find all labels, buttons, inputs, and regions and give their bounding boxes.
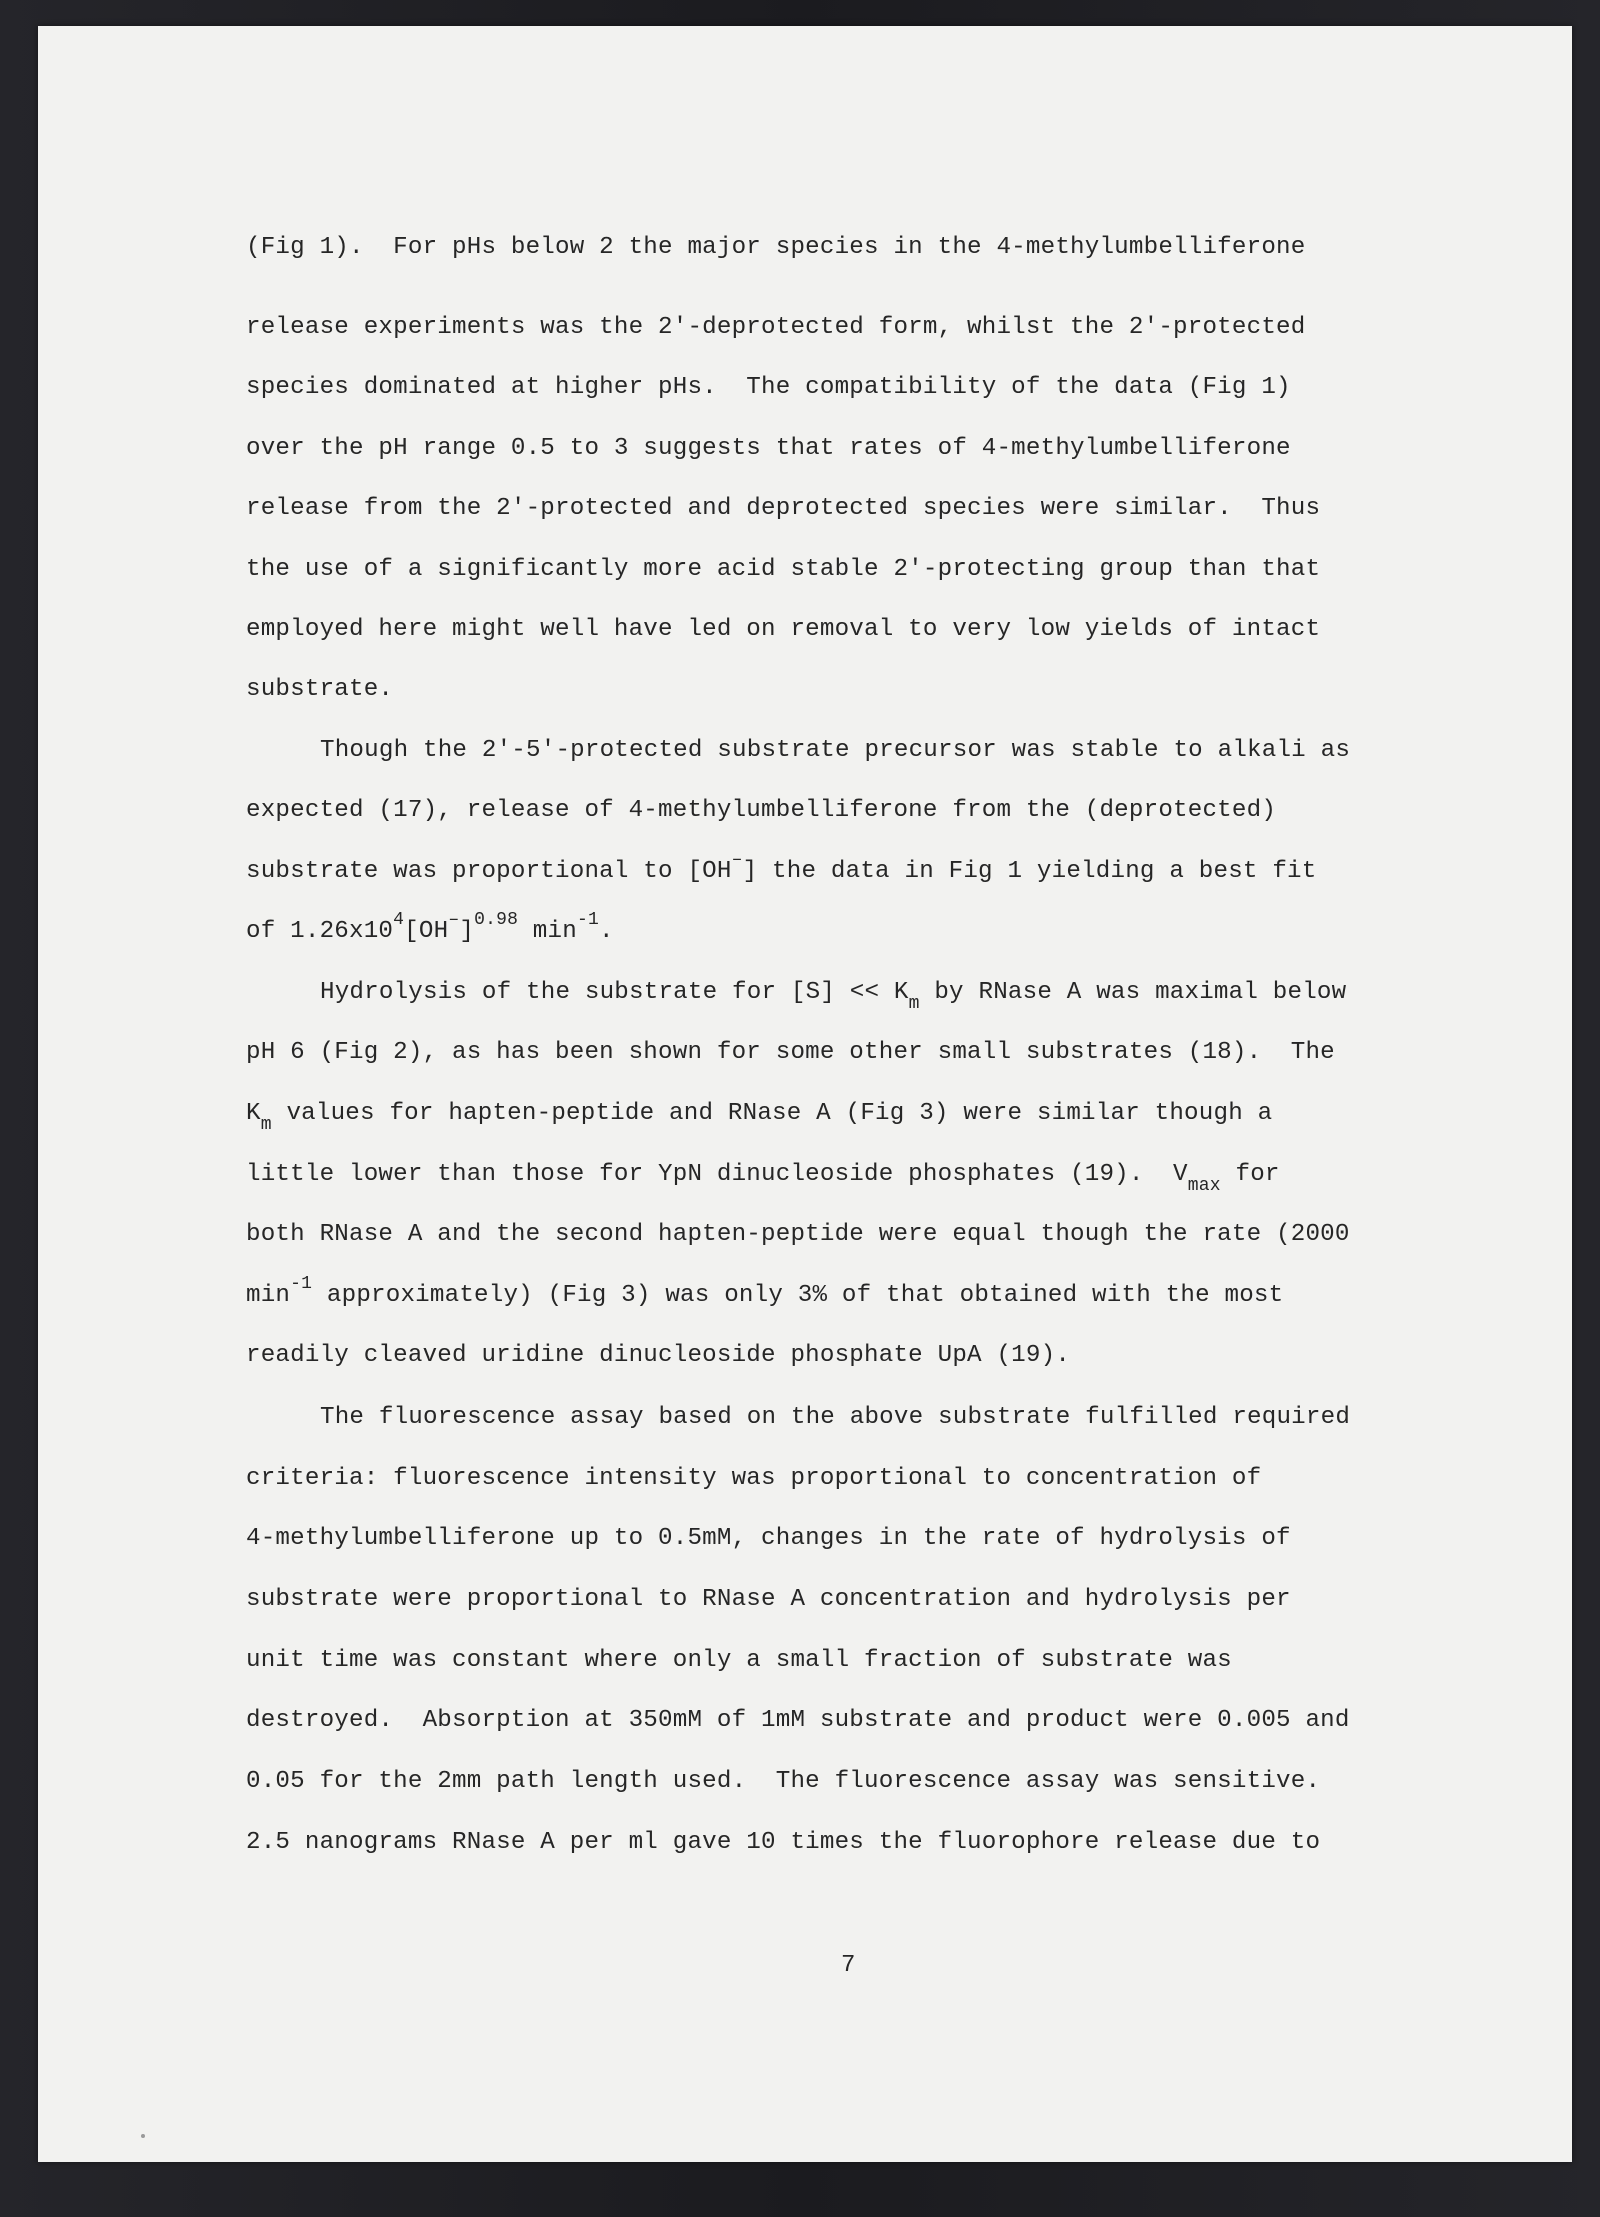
text-segment: min xyxy=(246,1282,291,1309)
text-line: (Fig 1). For pHs below 2 the major species in the 4-methylumbelliferone xyxy=(246,234,1306,261)
text-segment: for xyxy=(1220,1161,1280,1188)
superscript: – xyxy=(448,910,460,931)
text-line: expected (17), release of 4-methylumbelliferone from the (deprotected) xyxy=(246,797,1277,824)
superscript: 0.98 xyxy=(474,910,519,931)
text-line: substrate were proportional to RNase A concentration and hydrolysis per xyxy=(246,1586,1291,1613)
text-line: substrate. xyxy=(246,676,394,703)
text-segment: values for hapten-peptide and RNase A (Fig 3) were similar though a xyxy=(271,1100,1273,1127)
text-line: over the pH range 0.5 to 3 suggests that rates of 4-methylumbelliferone xyxy=(246,435,1291,462)
text-line: both RNase A and the second hapten-peptide were equal though the rate (2000 xyxy=(246,1221,1350,1248)
text-segment: K xyxy=(246,1100,261,1127)
superscript: – xyxy=(731,850,743,871)
text-segment: substrate was proportional to [OH xyxy=(246,858,732,885)
text-segment: [OH xyxy=(404,918,449,945)
page-number: 7 xyxy=(841,1952,856,1979)
text-segment: little lower than those for YpN dinucleoside phosphates (19). V xyxy=(246,1161,1188,1188)
text-line xyxy=(320,979,1347,1014)
text-line: the use of a significantly more acid stable 2'-protecting group than that xyxy=(246,556,1321,583)
text-line: 2.5 nanograms RNase A per ml gave 10 times the fluorophore release due to xyxy=(246,1829,1321,1856)
text-line xyxy=(246,1100,1273,1135)
text-line: release experiments was the 2'-deprotected form, whilst the 2'-protected xyxy=(246,314,1306,341)
text-line: Though the 2'-5'-protected substrate precursor was stable to alkali as xyxy=(320,737,1351,764)
text-segment: . xyxy=(598,918,614,945)
text-line: species dominated at higher pHs. The compatibility of the data (Fig 1) xyxy=(246,374,1291,401)
text-line: employed here might well have led on removal to very low yields of intact xyxy=(246,616,1321,643)
formula-line xyxy=(246,910,614,945)
text-segment: min xyxy=(532,918,577,945)
text-line: destroyed. Absorption at 350mM of 1mM substrate and product were 0.005 and xyxy=(246,1707,1350,1734)
text-segment: of 1.26x10 xyxy=(246,918,394,945)
subscript: max xyxy=(1187,1175,1221,1196)
text-line: pH 6 (Fig 2), as has been shown for some other small substrates (18). The xyxy=(246,1039,1335,1066)
document-page xyxy=(38,26,1572,2162)
text-line: criteria: fluorescence intensity was proportional to concentration of xyxy=(246,1465,1262,1492)
text-line: 4-methylumbelliferone up to 0.5mM, changes in the rate of hydrolysis of xyxy=(246,1525,1291,1552)
text-segment: approximately) (Fig 3) was only 3% of that obtained with the most xyxy=(312,1282,1284,1309)
text-line: 0.05 for the 2mm path length used. The fluorescence assay was sensitive. xyxy=(246,1768,1321,1795)
text-line: readily cleaved uridine dinucleoside phosphate UpA (19). xyxy=(246,1342,1071,1369)
text-segment: by RNase A was maximal below xyxy=(919,979,1347,1006)
text-segment: ] xyxy=(459,918,475,945)
paper-speck xyxy=(141,2134,145,2138)
superscript: -1 xyxy=(576,910,599,931)
subscript: m xyxy=(260,1114,272,1135)
text-line: The fluorescence assay based on the above substrate fulfilled required xyxy=(320,1404,1351,1431)
subscript: m xyxy=(908,993,920,1014)
text-segment: ] the data in Fig 1 yielding a best fit xyxy=(742,858,1317,885)
text-line xyxy=(246,1161,1280,1196)
text-line xyxy=(246,1274,1284,1309)
text-line: release from the 2'-protected and deprotected species were similar. Thus xyxy=(246,495,1321,522)
text-line: unit time was constant where only a small fraction of substrate was xyxy=(246,1647,1232,1674)
text-line xyxy=(246,850,1317,885)
superscript: 4 xyxy=(393,910,405,931)
text-segment: Hydrolysis of the substrate for [S] << K xyxy=(320,979,909,1006)
superscript: -1 xyxy=(290,1274,313,1295)
